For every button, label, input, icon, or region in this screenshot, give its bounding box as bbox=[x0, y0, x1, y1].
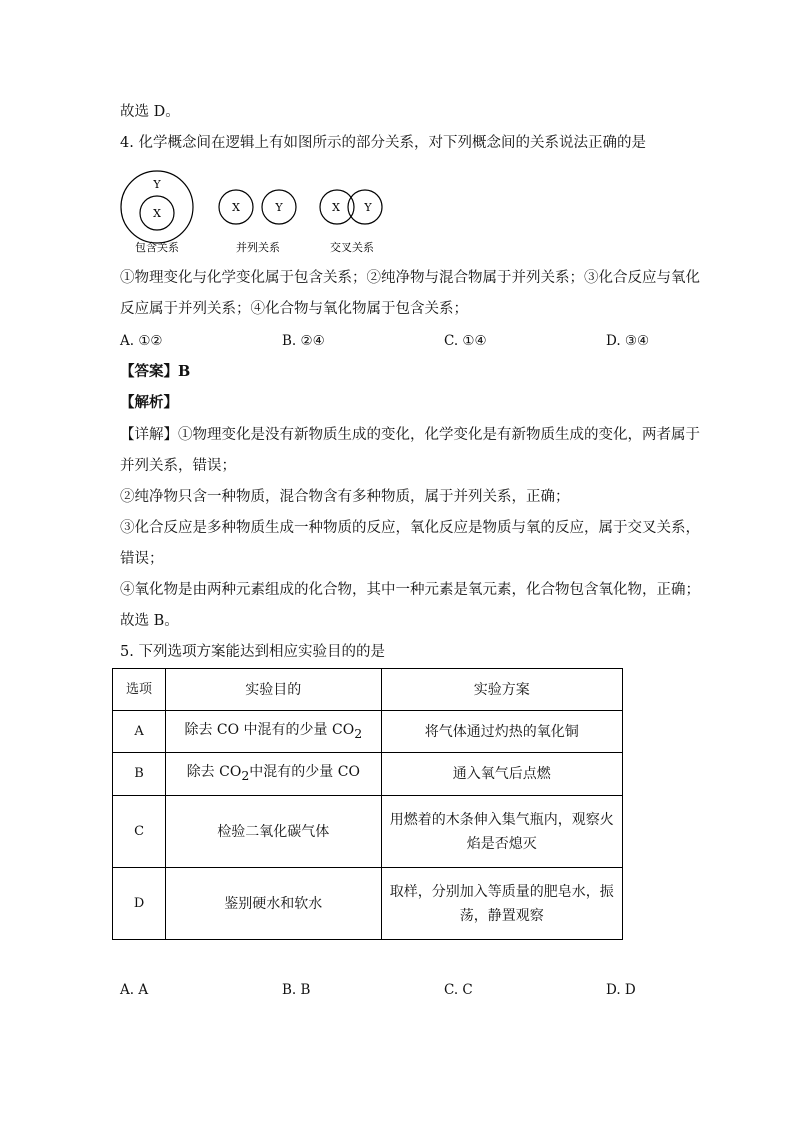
inclusion-diagram bbox=[121, 171, 193, 254]
row-c-option: C bbox=[113, 796, 166, 868]
row-b-option: B bbox=[113, 753, 166, 796]
cross-diagram bbox=[320, 190, 382, 254]
inclusion-caption: 包含关系 bbox=[135, 241, 179, 254]
q4-detail-1b: 并列关系，错误； bbox=[120, 458, 236, 474]
q5-option-a: A. A bbox=[120, 982, 149, 998]
q5-stem: 5. 下列选项方案能达到相应实验目的的是 bbox=[120, 644, 385, 660]
row-d-plan: 取样，分别加入等质量的肥皂水，振 荡，静置观察 bbox=[381, 868, 622, 940]
q4-option-a: A. ①② bbox=[120, 333, 163, 349]
header-plan: 实验方案 bbox=[381, 669, 622, 711]
table-row bbox=[113, 711, 623, 753]
q5-option-c: C. C bbox=[444, 982, 473, 998]
cross-right-label: Y bbox=[364, 201, 372, 214]
inclusion-inner-label: X bbox=[153, 207, 161, 220]
q4-statements-line1: ①物理变化与化学变化属于包含关系；②纯净物与混合物属于并列关系；③化合反应与氧化 bbox=[120, 270, 700, 286]
table-row bbox=[113, 753, 623, 796]
inclusion-outer-label: Y bbox=[153, 178, 161, 191]
header-option: 选项 bbox=[113, 669, 166, 711]
relation-diagram bbox=[118, 165, 398, 260]
row-d-goal: 鉴别硬水和软水 bbox=[166, 868, 381, 940]
row-c-goal: 检验二氧化碳气体 bbox=[166, 796, 381, 868]
row-a-goal: 除去 CO 中混有的少量 $CO_2$ bbox=[166, 711, 381, 753]
q4-detail-1a: 【详解】①物理变化是没有新物质生成的变化，化学变化是有新物质生成的变化，两者属于 bbox=[120, 427, 700, 443]
table-row bbox=[113, 868, 623, 940]
q4-analysis-label: 【解析】 bbox=[120, 394, 178, 411]
row-b-plan: 通入氧气后点燃 bbox=[381, 753, 622, 796]
q4-detail-3a: ③化合反应是多种物质生成一种物质的反应，氧化反应是物质与氧的反应，属于交叉关系， bbox=[120, 520, 700, 536]
experiment-table bbox=[112, 668, 623, 940]
q4-answer: 【答案】B bbox=[120, 363, 191, 380]
parallel-left-label: X bbox=[232, 201, 240, 214]
q4-detail-2: ②纯净物只含一种物质，混合物含有多种物质，属于并列关系，正确； bbox=[120, 489, 570, 505]
q4-stem: 4. 化学概念间在逻辑上有如图所示的部分关系，对下列概念间的关系说法正确的是 bbox=[120, 135, 646, 151]
row-c-plan: 用燃着的木条伸入集气瓶内，观察火 焰是否熄灭 bbox=[381, 796, 622, 868]
q4-detail-4: ④氧化物是由两种元素组成的化合物，其中一种元素是氧元素，化合物包含氧化物，正确； bbox=[120, 582, 700, 598]
prev-conclusion: 故选 D。 bbox=[120, 104, 180, 120]
row-a-option: A bbox=[113, 711, 166, 753]
q5-option-b: B. B bbox=[282, 982, 311, 998]
q4-detail-3b: 错误； bbox=[120, 551, 164, 567]
q4-option-c: C. ①④ bbox=[444, 333, 487, 349]
q4-statements-line2: 反应属于并列关系；④化合物与氧化物属于包含关系； bbox=[120, 301, 468, 317]
row-b-goal: 除去 $CO_2$中混有的少量 CO bbox=[166, 753, 381, 796]
table-row bbox=[113, 796, 623, 868]
header-goal: 实验目的 bbox=[166, 669, 381, 711]
parallel-right-label: Y bbox=[275, 201, 283, 214]
parallel-caption: 并列关系 bbox=[236, 241, 280, 254]
cross-left-label: X bbox=[332, 201, 340, 214]
row-d-option: D bbox=[113, 868, 166, 940]
row-a-plan: 将气体通过灼热的氧化铜 bbox=[381, 711, 622, 753]
table-header-row bbox=[113, 669, 623, 711]
q4-option-b: B. ②④ bbox=[282, 333, 325, 349]
q4-conclusion: 故选 B。 bbox=[120, 613, 179, 629]
parallel-diagram bbox=[219, 190, 296, 254]
cross-caption: 交叉关系 bbox=[330, 241, 374, 254]
q5-option-d: D. D bbox=[606, 982, 636, 998]
q4-option-d: D. ③④ bbox=[606, 333, 650, 349]
